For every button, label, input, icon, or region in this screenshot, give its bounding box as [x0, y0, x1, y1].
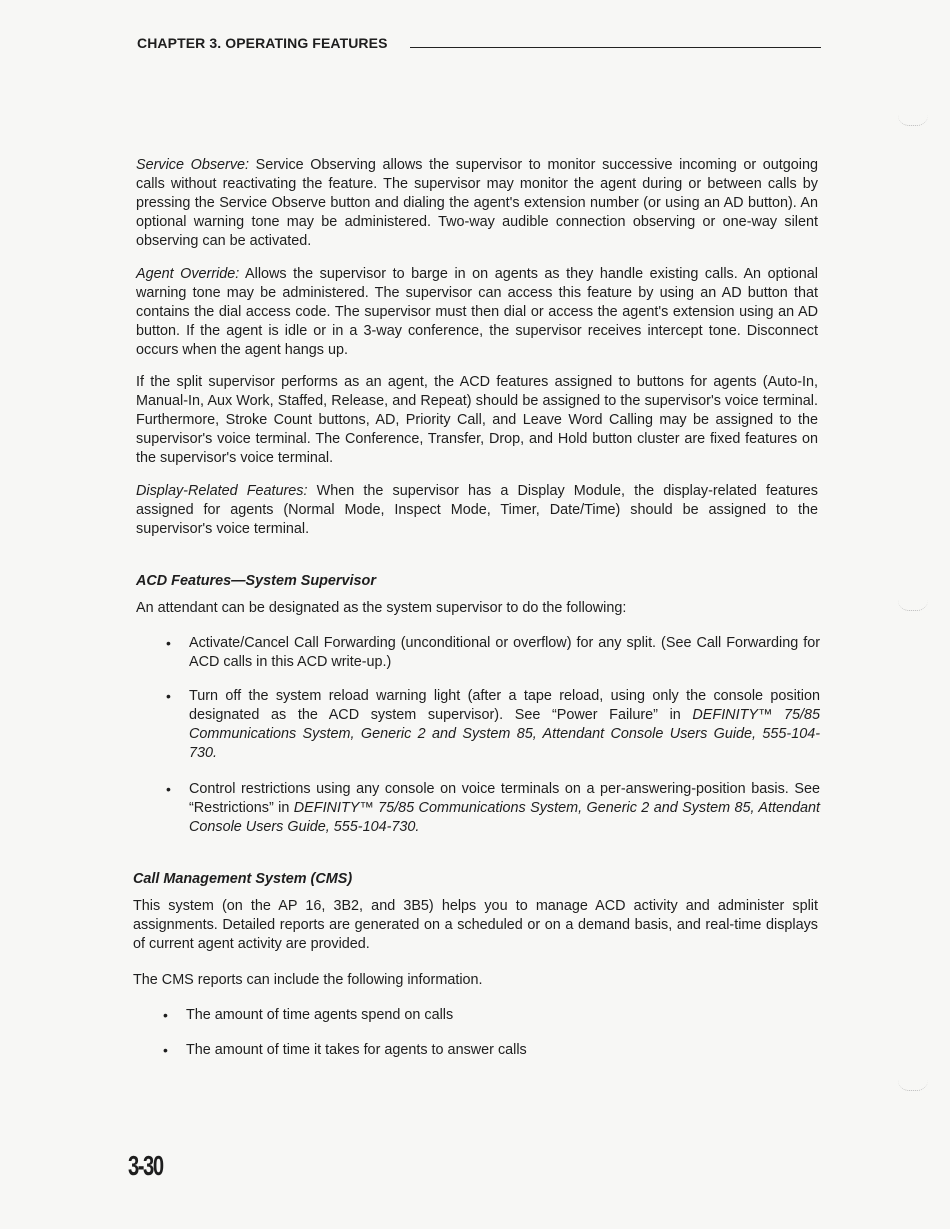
bullet-glyph: • — [166, 635, 171, 651]
service-observe-label: Service Observe: — [136, 157, 250, 173]
display-related-paragraph — [136, 482, 818, 539]
agent-override-label: Agent Override: — [136, 266, 240, 282]
cited-manual-title: DEFINITY™ 75/85 Communications System, Generic 2 and System 85, Attendant Console Users Guide, 555-104-730. — [189, 707, 820, 761]
cms-intro-paragraph: This system (on the AP 16, 3B2, and 3B5) helps you to manage ACD activity and administer split assignments. Detailed reports are generated on a scheduled or on a demand basis, and real-time displays of current agent activity are provided. — [133, 898, 818, 952]
service-observe-text: Service Observing allows the supervisor to monitor successive incoming or outgoing calls without reactivating the feature. The supervisor may monitor the agent during or between calls by pressing the Service Observe button and dialing the agent's extension number (or using an AD button). An optional warning tone may be administered. Two-way audible connection observing or one-way silent observing can be activated. — [136, 157, 818, 249]
acd-system-supervisor-heading: ACD Features—System Supervisor — [136, 573, 376, 589]
scan-edge-mark — [898, 1080, 928, 1091]
acd-system-supervisor-intro: An attendant can be designated as the system supervisor to do the following: — [136, 600, 627, 616]
list-item-text — [189, 780, 820, 837]
list-item — [163, 1041, 817, 1060]
page-number: 3-30 — [128, 1150, 163, 1181]
scan-edge-mark — [898, 115, 928, 126]
list-item — [163, 1006, 817, 1025]
bullet-glyph: • — [166, 781, 171, 797]
service-observe-paragraph — [136, 156, 818, 251]
bullet-glyph: • — [163, 1042, 168, 1058]
cited-manual-title: DEFINITY™ 75/85 Communications System, Generic 2 and System 85, Attendant Console Users Guide, 555-104-730. — [189, 800, 821, 835]
list-item-text: The amount of time agents spend on calls — [186, 1007, 454, 1023]
agent-override-text: Allows the supervisor to barge in on agents as they handle existing calls. An optional warning tone may be administered. The supervisor can access this feature by using an AD button that contains the dial access code. The supervisor must then dial or access the agent's extension using an AD button. If the agent is idle or in a 3-way conference, the supervisor receives intercept tone. Disconnect occurs when the agent hangs up. — [136, 266, 818, 358]
display-related-label: Display-Related Features: — [136, 483, 308, 499]
scan-edge-mark — [898, 600, 928, 611]
list-item — [166, 634, 820, 672]
list-item-text — [189, 687, 820, 763]
list-item-text-part: Turn off the system reload warning light (after a tape reload, using only the console position designated as the ACD system supervisor). See “Power Failure” in — [189, 688, 820, 723]
bullet-glyph: • — [166, 688, 171, 704]
bullet-glyph: • — [163, 1007, 168, 1023]
agent-override-paragraph — [136, 265, 818, 360]
list-item-text: The amount of time it takes for agents to answer calls — [186, 1042, 527, 1058]
split-supervisor-paragraph: If the split supervisor performs as an agent, the ACD features assigned to buttons for agents (Auto-In, Manual-In, Aux Work, Staffed, Release, and Repeat) should be assigned to the supervisor's voice terminal. Furthermore, Stroke Count buttons, AD, Priority Call, and Leave Word Calling may be assigned to the supervisor's voice terminal. The Conference, Transfer, Drop, and Hold button cluster are fixed features on the supervisor's voice terminal. — [136, 374, 818, 466]
list-item-text: Activate/Cancel Call Forwarding (unconditional or overflow) for any split. (See Call Forwarding for ACD calls in this ACD write-up.) — [189, 635, 820, 670]
display-related-text: When the supervisor has a Display Module, the display-related features assigned for agents (Normal Mode, Inspect Mode, Timer, Date/Time) should be assigned to the supervisor's voice terminal. — [136, 483, 818, 537]
list-item — [166, 780, 820, 837]
chapter-title: CHAPTER 3. OPERATING FEATURES — [137, 35, 388, 51]
cms-heading: Call Management System (CMS) — [133, 871, 353, 887]
header-rule — [410, 47, 821, 48]
cms-reports-intro: The CMS reports can include the following information. — [133, 972, 483, 988]
list-item — [166, 687, 820, 763]
running-header — [137, 35, 821, 51]
list-item-text-part: Control restrictions using any console on voice terminals on a per-answering-position basis. See “Restrictions” in — [189, 781, 820, 816]
